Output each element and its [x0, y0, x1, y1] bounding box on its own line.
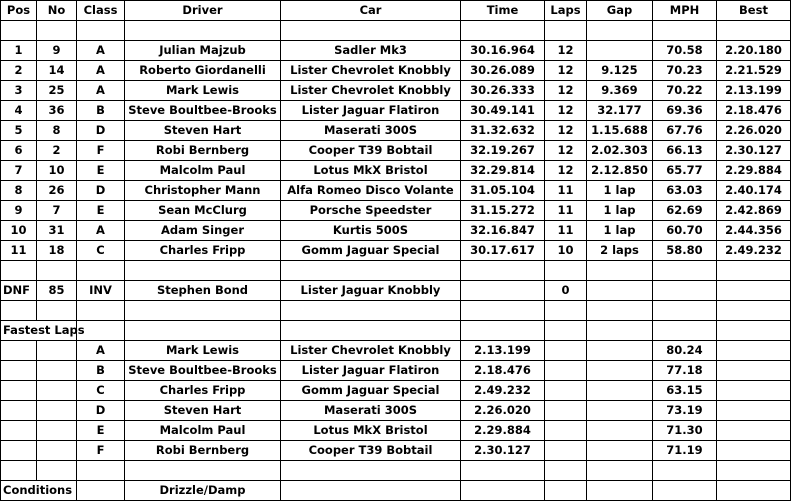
driver-cell: Robi Bernberg	[125, 141, 281, 161]
table-row	[1, 101, 791, 121]
best-cell: 2.26.020	[717, 121, 791, 141]
empty-cell	[1, 441, 37, 461]
empty-cell	[545, 381, 587, 401]
time-cell: 2.30.127	[461, 441, 545, 461]
mph-cell: 70.23	[653, 61, 717, 81]
empty-cell	[587, 421, 653, 441]
empty-cell	[1, 361, 37, 381]
table-row	[1, 41, 791, 61]
empty-cell	[717, 321, 791, 341]
empty-cell	[1, 341, 37, 361]
laps-cell: 12	[545, 81, 587, 101]
car-cell: Kurtis 500S	[281, 221, 461, 241]
empty-cell	[717, 381, 791, 401]
spacer-row	[1, 301, 791, 321]
laps-cell: 12	[545, 101, 587, 121]
mph-cell: 65.77	[653, 161, 717, 181]
table-row	[1, 201, 791, 221]
car-cell: Lister Jaguar Flatiron	[281, 361, 461, 381]
time-cell: 32.16.847	[461, 221, 545, 241]
gap-cell: 1.15.688	[587, 121, 653, 141]
pos-cell: 1	[1, 41, 37, 61]
empty-cell	[587, 441, 653, 461]
empty-cell	[717, 21, 791, 41]
gap-cell: 9.369	[587, 81, 653, 101]
car-cell: Lister Chevrolet Knobbly	[281, 61, 461, 81]
best-cell: 2.21.529	[717, 61, 791, 81]
best-cell: 2.42.869	[717, 201, 791, 221]
driver-cell: Steven Hart	[125, 401, 281, 421]
empty-cell	[717, 481, 791, 501]
car-cell: Maserati 300S	[281, 121, 461, 141]
number-cell: 10	[37, 161, 77, 181]
pos-cell: 5	[1, 121, 37, 141]
empty-cell	[717, 441, 791, 461]
empty-cell	[1, 421, 37, 441]
time-cell: 31.15.272	[461, 201, 545, 221]
best-cell: 2.20.180	[717, 41, 791, 61]
mph-cell: 62.69	[653, 201, 717, 221]
empty-cell	[125, 461, 281, 481]
time-cell: 2.13.199	[461, 341, 545, 361]
empty-cell	[717, 301, 791, 321]
laps-cell: 12	[545, 141, 587, 161]
empty-cell	[545, 341, 587, 361]
pos-cell: 11	[1, 241, 37, 261]
empty-cell	[587, 461, 653, 481]
empty-cell	[37, 421, 77, 441]
table-row	[1, 141, 791, 161]
gap-cell: 1 lap	[587, 201, 653, 221]
car-cell: Cooper T39 Bobtail	[281, 141, 461, 161]
time-cell: 2.29.884	[461, 421, 545, 441]
gap-cell	[587, 41, 653, 61]
laps-cell: 12	[545, 61, 587, 81]
car-cell: Maserati 300S	[281, 401, 461, 421]
driver-cell: Sean McClurg	[125, 201, 281, 221]
empty-cell	[587, 341, 653, 361]
mph-cell: 69.36	[653, 101, 717, 121]
time-cell: 30.49.141	[461, 101, 545, 121]
driver-cell: Mark Lewis	[125, 81, 281, 101]
header-car: Car	[281, 1, 461, 21]
class-cell: B	[77, 361, 125, 381]
number-cell: 14	[37, 61, 77, 81]
empty-cell	[37, 401, 77, 421]
empty-cell	[77, 481, 125, 501]
spacer-row	[1, 461, 791, 481]
empty-cell	[545, 461, 587, 481]
driver-cell: Malcolm Paul	[125, 161, 281, 181]
empty-cell	[37, 301, 77, 321]
empty-cell	[587, 481, 653, 501]
class-cell: INV	[77, 281, 125, 301]
empty-cell	[717, 421, 791, 441]
empty-cell	[587, 321, 653, 341]
empty-cell	[545, 481, 587, 501]
empty-cell	[1, 261, 37, 281]
car-cell: Lister Chevrolet Knobbly	[281, 81, 461, 101]
empty-cell	[587, 261, 653, 281]
number-cell: 26	[37, 181, 77, 201]
empty-cell	[545, 21, 587, 41]
gap-cell: 2 laps	[587, 241, 653, 261]
laps-cell: 12	[545, 121, 587, 141]
pos-cell: 10	[1, 221, 37, 241]
time-cell: 30.26.333	[461, 81, 545, 101]
class-cell: E	[77, 421, 125, 441]
header-number: No	[37, 1, 77, 21]
mph-cell: 63.03	[653, 181, 717, 201]
number-cell: 36	[37, 101, 77, 121]
pos-cell: 4	[1, 101, 37, 121]
conditions-row	[1, 481, 791, 501]
best-cell: 2.18.476	[717, 101, 791, 121]
best-cell	[717, 281, 791, 301]
empty-cell	[37, 361, 77, 381]
table-row	[1, 221, 791, 241]
table-row	[1, 81, 791, 101]
mph-cell: 73.19	[653, 401, 717, 421]
number-cell: 9	[37, 41, 77, 61]
empty-cell	[77, 21, 125, 41]
header-driver: Driver	[125, 1, 281, 21]
empty-cell	[653, 301, 717, 321]
laps-cell: 0	[545, 281, 587, 301]
empty-cell	[281, 21, 461, 41]
empty-cell	[653, 261, 717, 281]
empty-cell	[125, 261, 281, 281]
driver-cell: Roberto Giordanelli	[125, 61, 281, 81]
fastest-laps-label-row	[1, 321, 791, 341]
laps-cell: 10	[545, 241, 587, 261]
empty-cell	[77, 301, 125, 321]
gap-cell: 32.177	[587, 101, 653, 121]
conditions-value: Drizzle/Damp	[125, 481, 281, 501]
empty-cell	[461, 461, 545, 481]
empty-cell	[587, 21, 653, 41]
car-cell: Lotus MkX Bristol	[281, 421, 461, 441]
mph-cell: 80.24	[653, 341, 717, 361]
empty-cell	[545, 441, 587, 461]
car-cell: Porsche Speedster	[281, 201, 461, 221]
best-cell: 2.44.356	[717, 221, 791, 241]
empty-cell	[37, 381, 77, 401]
mph-cell: 71.19	[653, 441, 717, 461]
laps-cell: 12	[545, 161, 587, 181]
header-best: Best	[717, 1, 791, 21]
gap-cell: 1 lap	[587, 221, 653, 241]
mph-cell: 67.76	[653, 121, 717, 141]
empty-cell	[1, 461, 37, 481]
car-cell: Lotus MkX Bristol	[281, 161, 461, 181]
number-cell: 85	[37, 281, 77, 301]
empty-cell	[653, 461, 717, 481]
best-cell: 2.40.174	[717, 181, 791, 201]
table-row	[1, 181, 791, 201]
best-cell: 2.30.127	[717, 141, 791, 161]
car-cell: Lister Chevrolet Knobbly	[281, 341, 461, 361]
empty-cell	[587, 401, 653, 421]
best-cell: 2.13.199	[717, 81, 791, 101]
empty-cell	[545, 361, 587, 381]
time-cell: 30.26.089	[461, 61, 545, 81]
driver-cell: Charles Fripp	[125, 241, 281, 261]
header-pos: Pos	[1, 1, 37, 21]
empty-cell	[1, 21, 37, 41]
mph-cell	[653, 281, 717, 301]
empty-cell	[717, 361, 791, 381]
driver-cell: Mark Lewis	[125, 341, 281, 361]
empty-cell	[461, 301, 545, 321]
empty-cell	[717, 461, 791, 481]
mph-cell: 71.30	[653, 421, 717, 441]
header-time: Time	[461, 1, 545, 21]
pos-cell: 2	[1, 61, 37, 81]
driver-cell: Steve Boultbee-Brooks	[125, 101, 281, 121]
fastest-laps-label: Fastest Laps	[1, 321, 37, 341]
mph-cell: 70.22	[653, 81, 717, 101]
driver-cell: Robi Bernberg	[125, 441, 281, 461]
laps-cell: 11	[545, 221, 587, 241]
empty-cell	[1, 301, 37, 321]
gap-cell	[587, 281, 653, 301]
mph-cell: 66.13	[653, 141, 717, 161]
empty-cell	[653, 481, 717, 501]
empty-cell	[281, 301, 461, 321]
empty-cell	[587, 381, 653, 401]
time-cell: 2.26.020	[461, 401, 545, 421]
car-cell: Gomm Jaguar Special	[281, 241, 461, 261]
laps-cell: 11	[545, 201, 587, 221]
empty-cell	[37, 461, 77, 481]
fastest-lap-row	[1, 361, 791, 381]
fastest-lap-row	[1, 341, 791, 361]
mph-cell: 58.80	[653, 241, 717, 261]
number-cell: 2	[37, 141, 77, 161]
empty-cell	[587, 361, 653, 381]
time-cell: 31.32.632	[461, 121, 545, 141]
time-cell: 30.16.964	[461, 41, 545, 61]
driver-cell: Malcolm Paul	[125, 421, 281, 441]
time-cell: 32.29.814	[461, 161, 545, 181]
empty-cell	[281, 461, 461, 481]
laps-cell: 12	[545, 41, 587, 61]
empty-cell	[545, 401, 587, 421]
class-cell: D	[77, 181, 125, 201]
pos-cell: 7	[1, 161, 37, 181]
empty-cell	[1, 381, 37, 401]
table-row	[1, 241, 791, 261]
class-cell: C	[77, 241, 125, 261]
class-cell: C	[77, 381, 125, 401]
header-class: Class	[77, 1, 125, 21]
class-cell: E	[77, 201, 125, 221]
time-cell: 31.05.104	[461, 181, 545, 201]
class-cell: A	[77, 221, 125, 241]
car-cell: Lister Jaguar Knobbly	[281, 281, 461, 301]
car-cell: Lister Jaguar Flatiron	[281, 101, 461, 121]
table-row	[1, 61, 791, 81]
number-cell: 8	[37, 121, 77, 141]
car-cell: Cooper T39 Bobtail	[281, 441, 461, 461]
time-cell: 2.18.476	[461, 361, 545, 381]
pos-cell: 3	[1, 81, 37, 101]
number-cell: 7	[37, 201, 77, 221]
conditions-label: Conditions	[1, 481, 37, 501]
class-cell: B	[77, 101, 125, 121]
gap-cell: 1 lap	[587, 181, 653, 201]
number-cell: 18	[37, 241, 77, 261]
empty-cell	[545, 301, 587, 321]
pos-cell: 8	[1, 181, 37, 201]
empty-cell	[37, 441, 77, 461]
class-cell: F	[77, 441, 125, 461]
time-cell	[461, 281, 545, 301]
driver-cell: Steve Boultbee-Brooks	[125, 361, 281, 381]
empty-cell	[461, 261, 545, 281]
time-cell: 32.19.267	[461, 141, 545, 161]
empty-cell	[587, 301, 653, 321]
gap-cell: 9.125	[587, 61, 653, 81]
fastest-lap-row	[1, 401, 791, 421]
empty-cell	[77, 261, 125, 281]
class-cell: D	[77, 401, 125, 421]
empty-cell	[461, 321, 545, 341]
car-cell: Gomm Jaguar Special	[281, 381, 461, 401]
empty-cell	[461, 481, 545, 501]
driver-cell: Steven Hart	[125, 121, 281, 141]
pos-cell: 9	[1, 201, 37, 221]
pos-cell: 6	[1, 141, 37, 161]
empty-cell	[281, 261, 461, 281]
mph-cell: 60.70	[653, 221, 717, 241]
time-cell: 30.17.617	[461, 241, 545, 261]
header-mph: MPH	[653, 1, 717, 21]
mph-cell: 63.15	[653, 381, 717, 401]
empty-cell	[37, 341, 77, 361]
best-cell: 2.29.884	[717, 161, 791, 181]
empty-cell	[545, 421, 587, 441]
mph-cell: 70.58	[653, 41, 717, 61]
table-row	[1, 161, 791, 181]
empty-cell	[77, 461, 125, 481]
class-cell: D	[77, 121, 125, 141]
class-cell: A	[77, 61, 125, 81]
table-row	[1, 121, 791, 141]
pos-cell: DNF	[1, 281, 37, 301]
driver-cell: Julian Majzub	[125, 41, 281, 61]
driver-cell: Stephen Bond	[125, 281, 281, 301]
header-laps: Laps	[545, 1, 587, 21]
driver-cell: Adam Singer	[125, 221, 281, 241]
car-cell: Alfa Romeo Disco Volante	[281, 181, 461, 201]
empty-cell	[125, 21, 281, 41]
header-row	[1, 1, 791, 21]
fastest-lap-row	[1, 421, 791, 441]
dnf-row	[1, 281, 791, 301]
empty-cell	[281, 481, 461, 501]
best-cell: 2.49.232	[717, 241, 791, 261]
empty-cell	[653, 21, 717, 41]
empty-cell	[717, 401, 791, 421]
header-gap: Gap	[587, 1, 653, 21]
fastest-lap-row	[1, 441, 791, 461]
spacer-row	[1, 261, 791, 281]
empty-cell	[37, 261, 77, 281]
empty-cell	[653, 321, 717, 341]
class-cell: E	[77, 161, 125, 181]
fastest-lap-row	[1, 381, 791, 401]
class-cell: A	[77, 81, 125, 101]
number-cell: 31	[37, 221, 77, 241]
car-cell: Sadler Mk3	[281, 41, 461, 61]
class-cell: A	[77, 41, 125, 61]
gap-cell: 2.02.303	[587, 141, 653, 161]
empty-cell	[125, 321, 281, 341]
results-body	[1, 1, 791, 501]
empty-cell	[545, 321, 587, 341]
empty-cell	[545, 261, 587, 281]
gap-cell: 2.12.850	[587, 161, 653, 181]
number-cell: 25	[37, 81, 77, 101]
empty-cell	[125, 301, 281, 321]
spacer-row	[1, 21, 791, 41]
empty-cell	[1, 401, 37, 421]
empty-cell	[37, 21, 77, 41]
driver-cell: Charles Fripp	[125, 381, 281, 401]
class-cell: F	[77, 141, 125, 161]
mph-cell: 77.18	[653, 361, 717, 381]
class-cell: A	[77, 341, 125, 361]
driver-cell: Christopher Mann	[125, 181, 281, 201]
empty-cell	[281, 321, 461, 341]
empty-cell	[461, 21, 545, 41]
time-cell: 2.49.232	[461, 381, 545, 401]
laps-cell: 11	[545, 181, 587, 201]
empty-cell	[717, 341, 791, 361]
empty-cell	[717, 261, 791, 281]
